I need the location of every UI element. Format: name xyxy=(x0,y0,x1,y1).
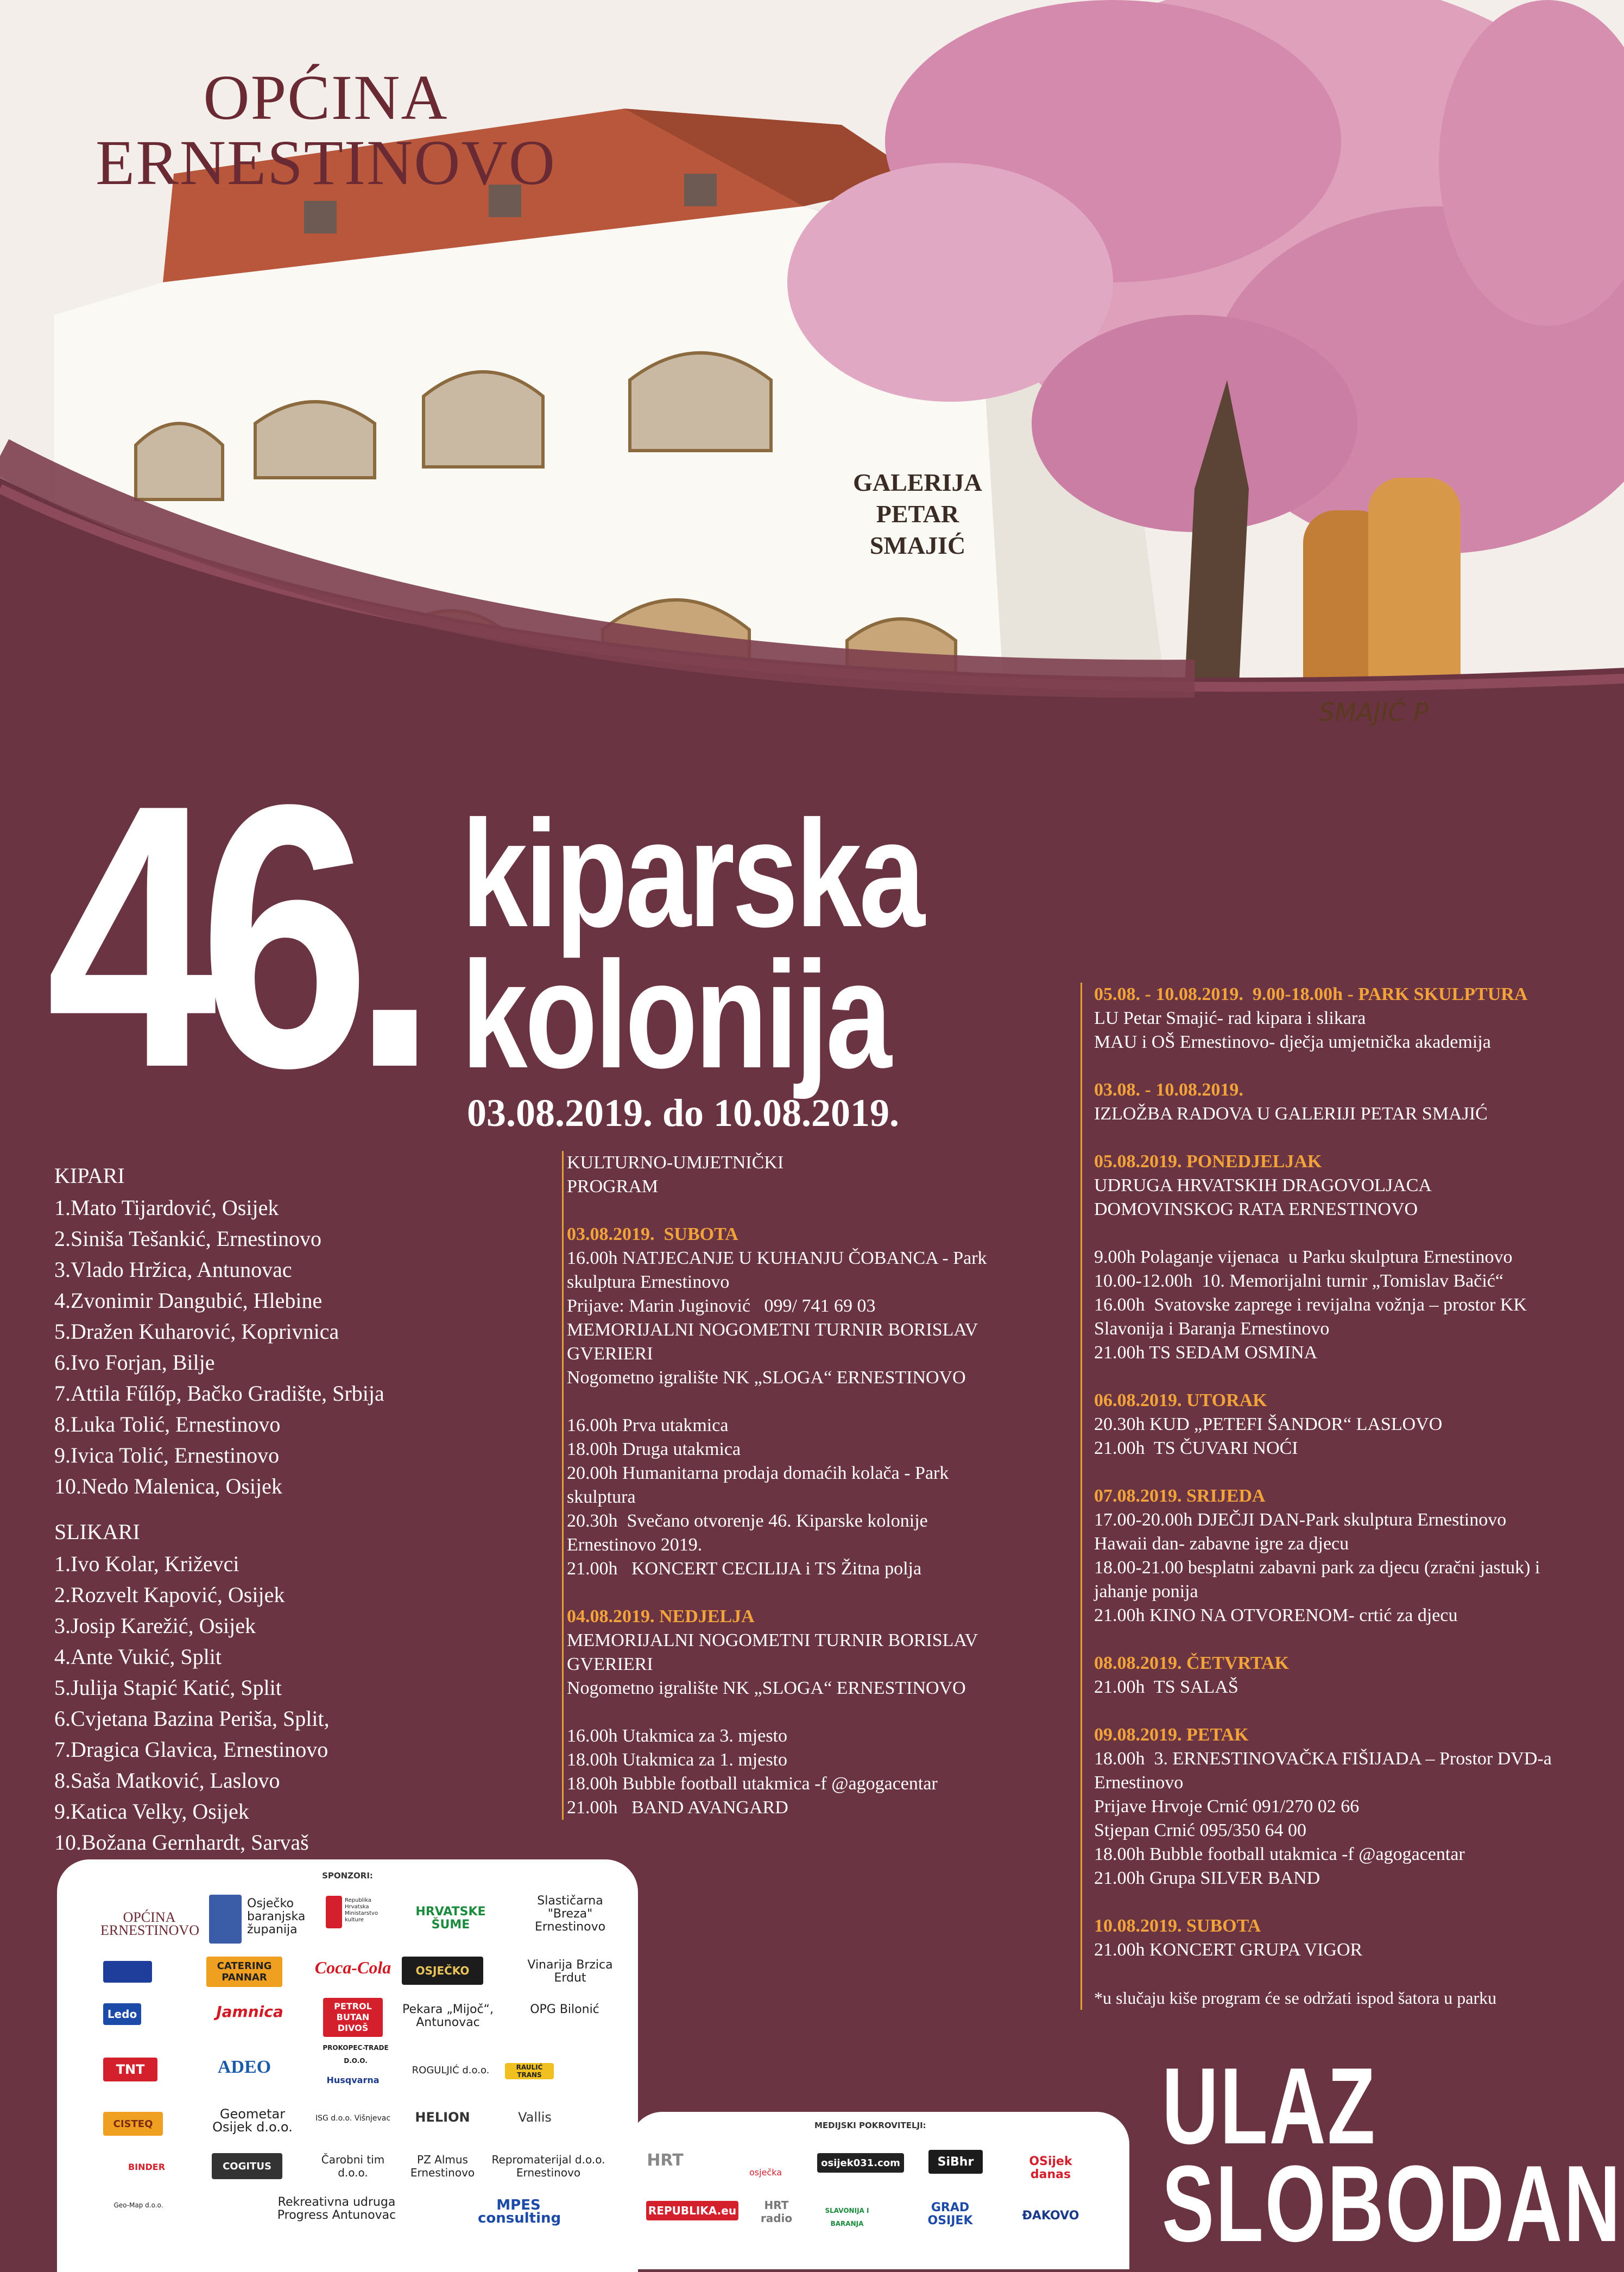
media-grad-osijek: GRAD OSIJEK xyxy=(927,2201,973,2227)
program-line: 21.00h KONCERT GRUPA VIGOR xyxy=(1094,1940,1363,1960)
media-hrt-radio: HRT radio xyxy=(760,2199,793,2225)
artist-item: 3.Josip Karežić, Osijek xyxy=(54,1613,256,1638)
municipality-title xyxy=(81,62,570,198)
program-line: 21.00h TS SALAŠ xyxy=(1094,1677,1238,1697)
program-date-heading: 03.08.2019. SUBOTA xyxy=(567,1224,738,1244)
program-line: DOMOVINSKOG RATA ERNESTINOVO xyxy=(1094,1199,1418,1219)
sponsor-raulic: RAULIĆ TRANS xyxy=(505,2063,554,2079)
artist-item: 8.Luka Tolić, Ernestinovo xyxy=(54,1412,281,1436)
event-dates: 03.08.2019. do 10.08.2019. xyxy=(467,1091,900,1135)
program-line: Stjepan Crnić 095/350 64 00 xyxy=(1094,1820,1306,1840)
sponsor-forests: HRVATSKE ŠUME xyxy=(415,1905,486,1932)
program-note: *u slučaju kiše program će se održati ispod šatora u parku xyxy=(1094,1988,1497,2008)
program-line: 18.00h Bubble football utakmica -f @agogacentar xyxy=(1094,1844,1465,1864)
program-line: 21.00h TS ČUVARI NOĆI xyxy=(1094,1438,1298,1458)
sponsor-small-logo-1 xyxy=(103,1961,152,1983)
sponsor-opcina-logo: OPĆINA ERNESTINOVO xyxy=(100,1909,199,1938)
municipality-line1: OPĆINA xyxy=(203,62,448,133)
gallery-sign-line3: SMAJIĆ xyxy=(869,531,966,559)
artist-item: 10.Nedo Malenica, Osijek xyxy=(54,1474,282,1498)
program-line: UDRUGA HRVATSKIH DRAGOVOLJACA xyxy=(1094,1175,1432,1195)
program-column-middle xyxy=(562,1151,1041,1820)
sponsor-ledo: Ledo xyxy=(103,2003,141,2025)
media-djakovo: ĐAKOVO xyxy=(1022,2209,1079,2223)
program-date-heading: 04.08.2019. NEDJELJA xyxy=(567,1606,755,1627)
artist-item: 3.Vlado Hržica, Antunovac xyxy=(54,1257,292,1282)
sponsor-catering: CATERING PANNAR xyxy=(206,1957,282,1987)
program-line: 20.30h KUD „PETEFI ŠANDOR“ LASLOVO xyxy=(1094,1414,1443,1434)
gallery-sign xyxy=(836,467,999,561)
municipality-line2: ERNESTINOVO xyxy=(96,127,556,198)
sponsor-almus: PZ Almus Ernestinovo xyxy=(410,2153,475,2179)
artist-item: 4.Zvonimir Dangubić, Hlebine xyxy=(54,1288,323,1313)
sponsor-osjecko: OSJEČKO xyxy=(402,1957,483,1985)
sponsor-pekara: Pekara „Mijoč“, Antunovac xyxy=(402,2003,494,2029)
program-date-heading: 07.08.2019. SRIJEDA xyxy=(1094,1486,1266,1506)
artist-item: 7.Dragica Glavica, Ernestinovo xyxy=(54,1737,328,1762)
sponsor-carobni: Čarobni tim d.o.o. xyxy=(321,2153,385,2179)
program-line: Nogometno igralište NK „SLOGA“ ERNESTINOVO xyxy=(567,1368,966,1388)
artist-item: 5.Julija Stapić Katić, Split xyxy=(54,1675,282,1700)
program-line: 16.00h Prva utakmica xyxy=(567,1415,729,1435)
program-line: 16.00h Svatovske zaprege i revijalna vožnja – prostor KK xyxy=(1094,1295,1527,1315)
program-line: Ernestinovo 2019. xyxy=(567,1535,703,1555)
program-line: Prijave Hrvoje Crnić 091/270 02 66 xyxy=(1094,1796,1360,1817)
sponsor-coca-cola: Coca-Cola xyxy=(314,1958,391,1977)
gallery-sign-line2: PETAR xyxy=(876,500,959,528)
media-osijekdanas: OSijek danas xyxy=(1029,2155,1072,2181)
sponsor-cisteq: CISTEQ xyxy=(103,2112,163,2136)
title-line1: kiparska xyxy=(462,789,922,959)
media-hrt: HRT xyxy=(647,2151,684,2170)
program-line: 21.00h BAND AVANGARD xyxy=(567,1798,788,1818)
program-line: 16.00h NATJECANJE U KUHANJU ČOBANCA - Park xyxy=(567,1248,987,1268)
program-line: 20.00h Humanitarna prodaja domaćih kolača - Park xyxy=(567,1463,949,1483)
media-sponsors-panel xyxy=(630,2112,1129,2269)
sculptors-list xyxy=(54,1192,532,1502)
painters-list xyxy=(54,1548,532,1858)
sponsor-county: Osječko baranjska županija xyxy=(247,1897,306,1936)
artist-item: 7.Attila Fűlőp, Bačko Gradište, Srbija xyxy=(54,1381,384,1406)
sponsor-adeo: ADEO xyxy=(217,2057,271,2077)
artist-item: 10.Božana Gernhardt, Sarvaš xyxy=(54,1830,309,1855)
program-line: PROGRAM xyxy=(567,1176,659,1197)
sponsors-title: SPONZORI: xyxy=(322,1871,373,1881)
painters-heading: SLIKARI xyxy=(54,1520,140,1544)
sponsor-winery: Vinarija Brzica Erdut xyxy=(527,1958,613,1985)
program-line: MEMORIJALNI NOGOMETNI TURNIR BORISLAV xyxy=(567,1320,978,1340)
artist-item: 2.Siniša Tešankić, Ernestinovo xyxy=(54,1226,321,1251)
free-entry-line2: SLOBODAN xyxy=(1162,2143,1622,2264)
program-column-right xyxy=(1080,983,1603,2010)
program-line: Nogometno igralište NK „SLOGA“ ERNESTINOVO xyxy=(567,1678,966,1698)
program-line: KULTURNO-UMJETNIČKI xyxy=(567,1153,784,1173)
program-date-heading: 10.08.2019. SUBOTA xyxy=(1094,1916,1261,1936)
program-line: Slavonija i Baranja Ernestinovo xyxy=(1094,1319,1330,1339)
program-line: LU Petar Smajić- rad kipara i slikara xyxy=(1094,1008,1366,1028)
artist-item: 9.Katica Velky, Osijek xyxy=(54,1799,249,1824)
program-line: 17.00-20.00h DJEČJI DAN-Park skulptura Ernestinovo xyxy=(1094,1510,1507,1530)
program-line: 18.00-21.00 besplatni zabavni park za djecu (zračni jastuk) i xyxy=(1094,1558,1540,1578)
program-line: IZLOŽBA RADOVA U GALERIJI PETAR SMAJIĆ xyxy=(1094,1104,1488,1124)
artist-item: 1.Ivo Kolar, Križevci xyxy=(54,1552,239,1576)
sponsor-isg: ISG d.o.o. Višnjevac xyxy=(315,2114,391,2123)
sponsor-vallis: Vallis xyxy=(518,2110,552,2125)
sponsor-petrol: PETROL BUTAN DIVOŠ xyxy=(323,1998,383,2037)
sponsor-tnt: TNT xyxy=(103,2058,157,2081)
program-date-heading: 06.08.2019. UTORAK xyxy=(1094,1390,1267,1410)
artists-list xyxy=(54,1156,532,1858)
sponsor-rogulic: ROGULJIĆ d.o.o. xyxy=(412,2065,490,2076)
program-line: GVERIERI xyxy=(567,1344,653,1364)
artist-item: 2.Rozvelt Kapović, Osijek xyxy=(54,1583,285,1607)
program-line: 18.00h Utakmica za 1. mjesto xyxy=(567,1750,788,1770)
program-line: 16.00h Utakmica za 3. mjesto xyxy=(567,1726,788,1746)
hero-photo xyxy=(0,0,1624,771)
program-line: 10.00-12.00h 10. Memorijalni turnir „Tomislav Bačić“ xyxy=(1094,1271,1503,1291)
croatia-coat-icon xyxy=(326,1896,342,1928)
sponsor-opg: OPG Bilonić xyxy=(530,2003,599,2016)
program-line: Hawaii dan- zabavne igre za djecu xyxy=(1094,1534,1349,1554)
program-line: MEMORIJALNI NOGOMETNI TURNIR BORISLAV xyxy=(567,1630,978,1650)
sponsor-geomap: Geo-Map d.o.o. xyxy=(113,2201,163,2209)
program-line: 21.00h TS SEDAM OSMINA xyxy=(1094,1343,1318,1363)
artist-item: 5.Dražen Kuharović, Koprivnica xyxy=(54,1319,339,1344)
program-line: 21.00h Grupa SILVER BAND xyxy=(1094,1868,1320,1888)
program-date-heading: 05.08.2019. PONEDJELJAK xyxy=(1094,1151,1322,1172)
gallery-sign-line1: GALERIJA xyxy=(853,469,982,496)
program-date-heading: 09.08.2019. PETAK xyxy=(1094,1725,1249,1745)
program-line: Ernestinovo xyxy=(1094,1773,1184,1793)
artist-item: 6.Cvjetana Bazina Periša, Split, xyxy=(54,1706,330,1731)
sponsor-jamnica: Jamnica xyxy=(216,2003,283,2021)
sponsor-ministry: Republika Hrvatska Ministarstvo kulture xyxy=(345,1897,378,1923)
sponsor-mpes: MPES consulting xyxy=(478,2197,561,2226)
sponsor-prokopec: PROKOPEC-TRADE D.O.O. xyxy=(323,2044,389,2065)
program-line: MAU i OŠ Ernestinovo- dječja umjetnička akademija xyxy=(1094,1032,1491,1052)
statue-signature: SMAJIĆ P xyxy=(1319,698,1429,727)
program-line: GVERIERI xyxy=(567,1654,653,1674)
program-date-heading: 03.08. - 10.08.2019. xyxy=(1094,1080,1243,1100)
artist-item: 4.Ante Vukić, Split xyxy=(54,1644,222,1669)
program-line: 18.00h Druga utakmica xyxy=(567,1439,741,1459)
media-sibhr: SiBhr xyxy=(928,2150,983,2174)
sponsor-bakery: Slastičarna "Breza" Ernestinovo xyxy=(534,1894,606,1934)
program-line: 21.00h KONCERT CECILIJA i TS Žitna polja xyxy=(567,1559,922,1579)
sponsor-binder: BINDER xyxy=(128,2162,166,2172)
program-line: 20.30h Svečano otvorenje 46. Kiparske kolonije xyxy=(567,1511,928,1531)
sponsor-rekreativna: Rekreativna udruga Progress Antunovac xyxy=(277,2195,396,2222)
sponsor-repromaterijal: Repromaterijal d.o.o. Ernestinovo xyxy=(491,2153,605,2179)
program-line: 18.00h Bubble football utakmica -f @agogacentar xyxy=(567,1774,938,1794)
artist-item: 6.Ivo Forjan, Bilje xyxy=(54,1350,215,1375)
media-osjecka: osječka xyxy=(749,2167,782,2178)
title-line2: kolonija xyxy=(462,931,889,1100)
program-line: 9.00h Polaganje vijenaca u Parku skulptura Ernestinovo xyxy=(1094,1247,1513,1267)
artist-item: 8.Saša Matković, Laslovo xyxy=(54,1768,280,1793)
media-title: MEDIJSKI POKROVITELJI: xyxy=(814,2121,926,2130)
program-date-heading: 05.08. - 10.08.2019. 9.00-18.00h - PARK SKULPTURA xyxy=(1094,984,1528,1004)
program-line: Prijave: Marin Juginović 099/ 741 69 03 xyxy=(567,1296,876,1316)
artist-item: 9.Ivica Tolić, Ernestinovo xyxy=(54,1443,280,1467)
sponsor-husqvarna: Husqvarna xyxy=(326,2075,380,2085)
sponsor-helion: HELION xyxy=(415,2110,470,2125)
sponsor-cogitus: COGITUS xyxy=(212,2153,282,2179)
program-line: skulptura Ernestinovo xyxy=(567,1272,730,1292)
sculptors-heading: KIPARI xyxy=(54,1163,125,1188)
media-republika: REPUBLIKA.eu xyxy=(646,2201,738,2220)
sponsor-geometar: Geometar Osijek d.o.o. xyxy=(212,2106,293,2135)
county-crest-icon xyxy=(209,1895,242,1944)
media-osijek031: osijek031.com xyxy=(817,2153,904,2173)
media-slavonija: SLAVONIJA I BARANJA xyxy=(825,2207,869,2227)
artist-item: 1.Mato Tijardović, Osijek xyxy=(54,1195,279,1220)
program-date-heading: 08.08.2019. ČETVRTAK xyxy=(1094,1653,1289,1673)
program-line: jahanje ponija xyxy=(1094,1581,1198,1602)
edition-number: 46. xyxy=(46,727,420,1146)
program-line: 18.00h 3. ERNESTINOVAČKA FIŠIJADA – Prostor DVD-a xyxy=(1094,1749,1552,1769)
free-entry-line1: ULAZ xyxy=(1162,2046,1377,2167)
program-line: skulptura xyxy=(567,1487,636,1507)
program-line: 21.00h KINO NA OTVORENOM- crtić za djecu xyxy=(1094,1605,1458,1625)
